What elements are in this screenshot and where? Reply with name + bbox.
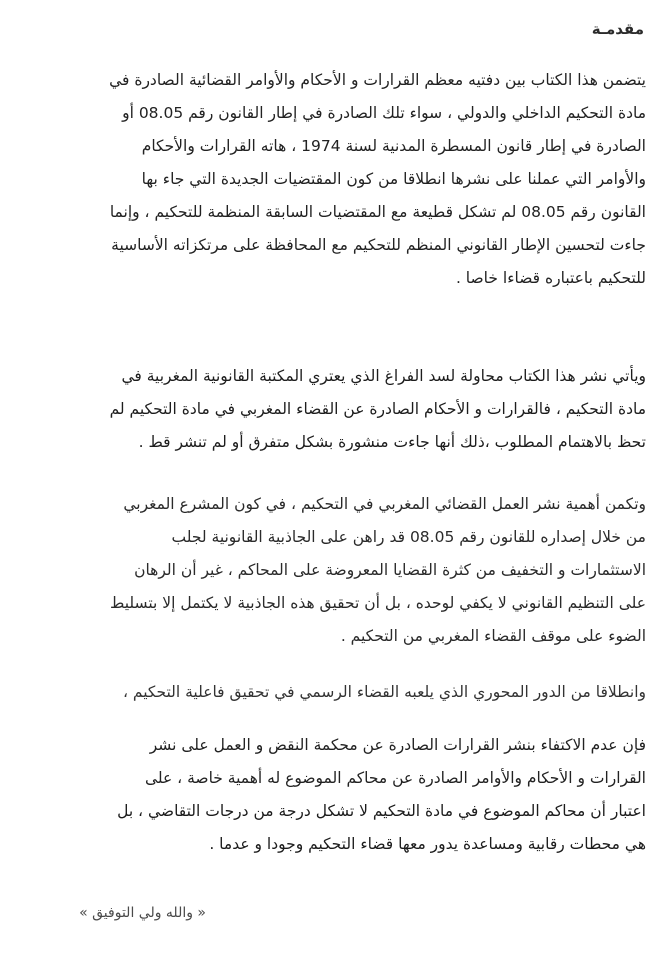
paragraph-5 (26, 729, 646, 795)
paragraph-3 (26, 488, 646, 653)
text-line: القانون رقم 08.05 لم تشكل قطيعة مع المقتضيات السابقة المنظمة للتحكيم ، وإنما (109, 203, 646, 221)
text-line: يتضمن هذا الكتاب بين دفتيه معظم القرارات و الأحكام والأوامر القضائية الصادرة في (109, 71, 646, 89)
text-line: مادة التحكيم ، فالقرارات و الأحكام الصادرة عن القضاء المغربي في مادة التحكيم لم (109, 400, 646, 418)
text-line: الصادرة في إطار قانون المسطرة المدنية لسنة 1974 ، هاته القرارات والأحكام (141, 137, 646, 155)
text-line: الضوء على موقف القضاء المغربي من التحكيم . (340, 627, 646, 645)
text-line: والأوامر التي عملنا على نشرها انطلاقا من كون المقتضيات الجديدة التي جاء بها (141, 170, 646, 188)
text-line: للتحكيم باعتباره قضاءا خاصا . (455, 269, 646, 287)
text-line: تحظ بالاهتمام المطلوب ،ذلك أنها جاءت منشورة بشكل متفرق أو لم تنشر قط . (138, 433, 646, 451)
closing-phrase: « والله ولي التوفيق » (79, 905, 206, 921)
text-line: مادة التحكيم الداخلي والدولي ، سواء تلك الصادرة في إطار القانون رقم 08.05 أو (122, 104, 646, 122)
paragraph-2 (26, 360, 646, 459)
text-line: ويأتي نشر هذا الكتاب محاولة لسد الفراغ الذي يعتري المكتبة القانونية المغربية في (121, 367, 646, 385)
paragraph-4 (26, 676, 646, 709)
text-line: الاستثمارات و التخفيف من كثرة القضايا المعروضة على المحاكم ، غير أن الرهان (134, 561, 646, 579)
text-line: وتكمن أهمية نشر العمل القضائي المغربي في التحكيم ، في كون المشرع المغربي (123, 495, 646, 513)
text-line: فإن عدم الاكتفاء بنشر القرارات الصادرة عن محكمة النقض و العمل على نشر (149, 736, 646, 754)
page-heading: مقدمـة (591, 20, 644, 38)
text-line: على التنظيم القانوني لا يكفي لوحده ، بل أن تحقيق هذه الجاذبية لا يكتمل إلا بتسليط (110, 594, 646, 612)
paragraph-6 (26, 795, 646, 861)
text-line: من خلال إصداره للقانون رقم 08.05 قد راهن على الجاذبية القانونية لجلب (171, 528, 646, 546)
text-line: اعتبار أن محاكم الموضوع في مادة التحكيم لا تشكل درجة من درجات التقاضي ، بل (117, 802, 646, 820)
text-line: جاءت لتحسين الإطار القانوني المنظم للتحكيم مع المحافظة على مرتكزاته الأساسية (111, 236, 646, 254)
text-line: هي محطات رقابية ومساعدة يدور معها قضاء التحكيم وجودا و عدما . (209, 835, 646, 853)
paragraph-1 (26, 64, 646, 295)
text-line: وانطلاقا من الدور المحوري الذي يلعبه القضاء الرسمي في تحقيق فاعلية التحكيم ، (122, 683, 646, 701)
text-line: القرارات و الأحكام والأوامر الصادرة عن محاكم الموضوع له أهمية خاصة ، على (144, 769, 646, 787)
